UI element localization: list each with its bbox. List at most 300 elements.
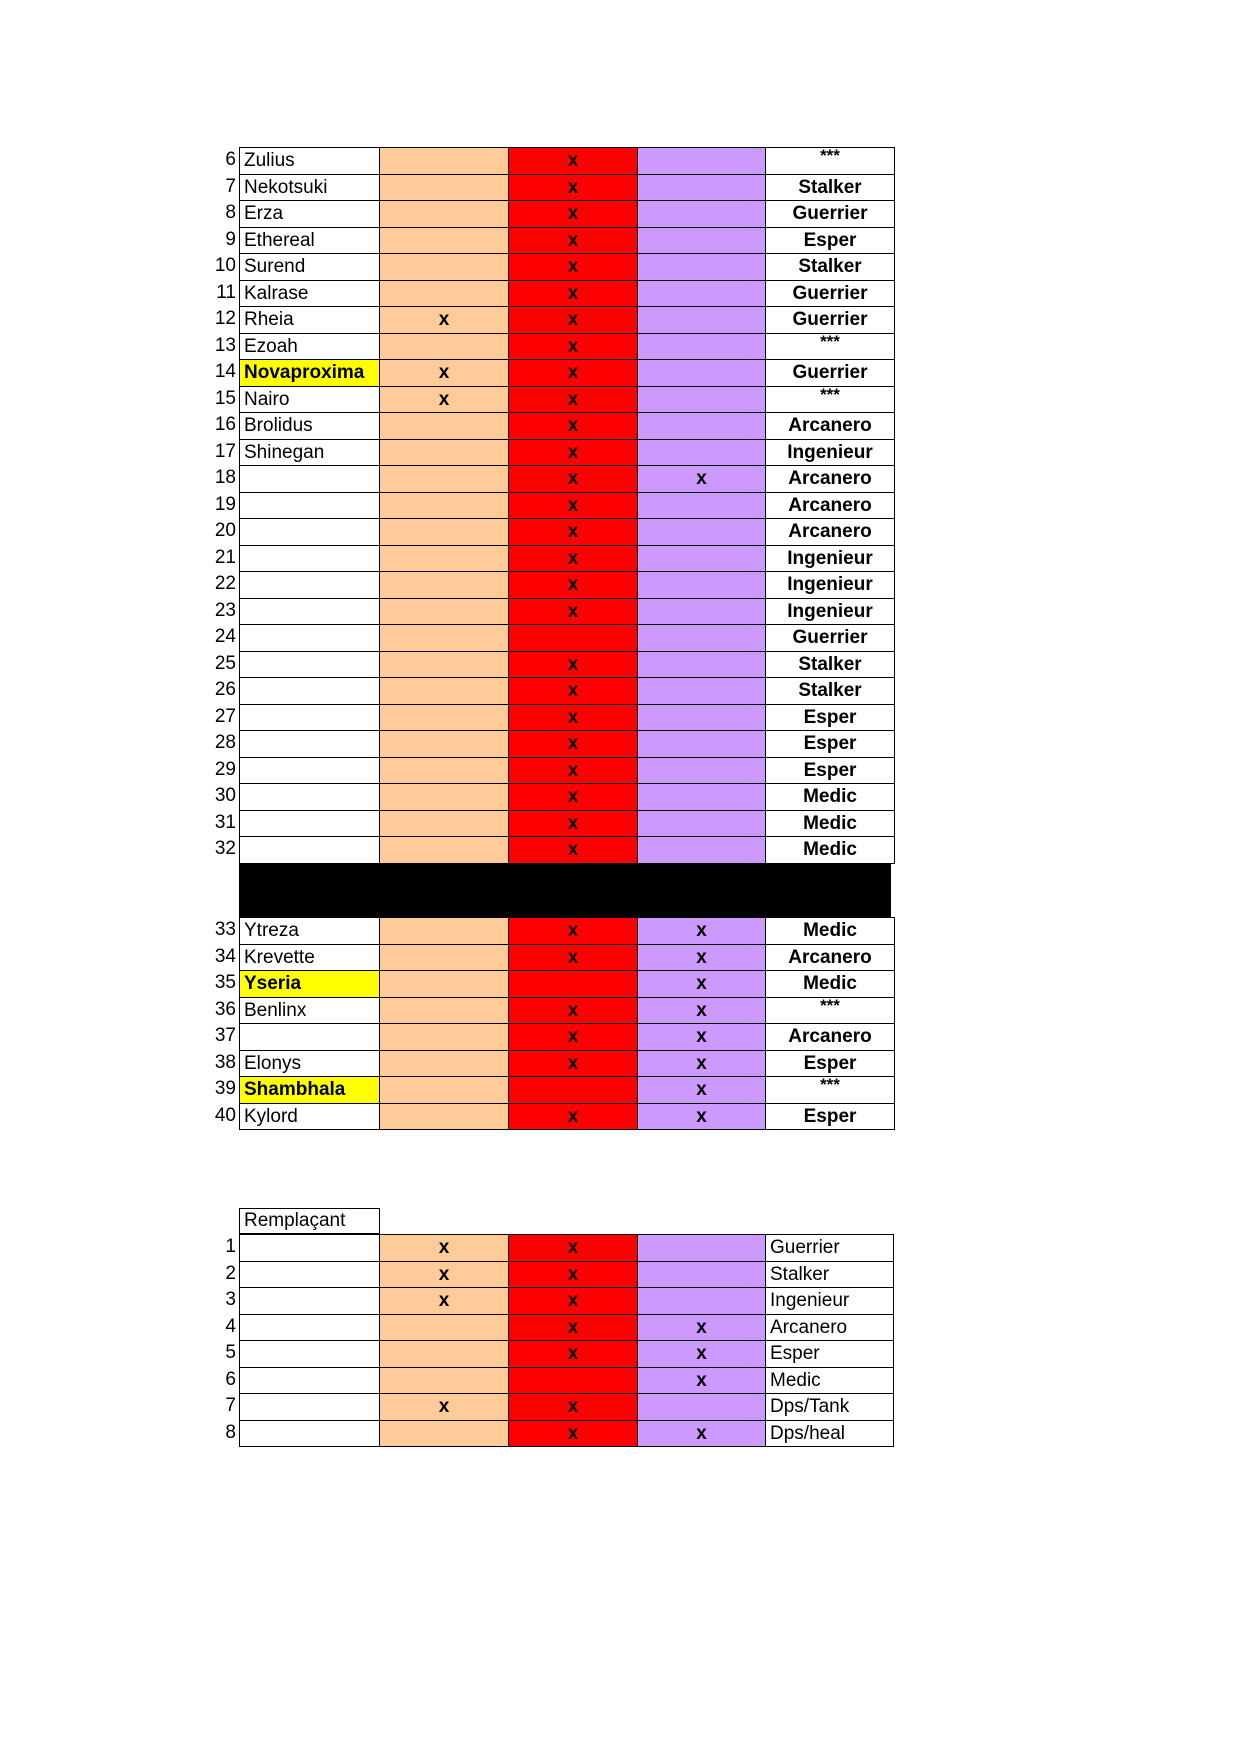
row-number: 38 [214, 1051, 236, 1073]
col-c-mark-cell[interactable] [638, 810, 766, 837]
table-row [240, 1024, 895, 1051]
col-b-mark-cell[interactable]: x [509, 492, 638, 519]
row-number: 12 [214, 308, 236, 329]
col-c-mark-cell[interactable]: x [638, 997, 766, 1024]
class-cell[interactable]: Ingenieur [766, 439, 895, 466]
col-c-mark-cell[interactable]: x [638, 971, 766, 998]
table-row [240, 254, 895, 281]
row-number: 17 [214, 440, 236, 462]
col-b-mark-cell[interactable]: x [509, 944, 638, 971]
class-cell[interactable]: Arcanero [766, 519, 895, 546]
class-cell[interactable]: Dps/Tank [766, 1394, 894, 1421]
class-cell[interactable]: Arcanero [766, 1314, 894, 1341]
player-name-cell[interactable]: Novaproxima [240, 360, 380, 387]
col-c-mark-cell[interactable] [638, 625, 766, 652]
player-name-cell[interactable] [240, 810, 380, 837]
player-name-cell[interactable]: Rheia [240, 307, 380, 334]
class-cell[interactable]: Esper [766, 1050, 895, 1077]
col-a-mark-cell[interactable] [380, 651, 509, 678]
player-name-cell[interactable] [240, 572, 380, 599]
col-a-mark-cell[interactable] [380, 1341, 509, 1368]
col-c-mark-cell[interactable] [638, 174, 766, 201]
col-c-mark-cell[interactable]: x [638, 944, 766, 971]
col-a-mark-cell[interactable] [380, 757, 509, 784]
col-b-mark-cell[interactable]: x [509, 1314, 638, 1341]
col-b-mark-cell[interactable]: x [509, 1024, 638, 1051]
row-number: 10 [214, 255, 236, 276]
player-name-cell[interactable]: Brolidus [240, 413, 380, 440]
table-row [240, 1314, 894, 1341]
player-name-cell[interactable]: Kylord [240, 1103, 380, 1130]
player-name-cell[interactable] [240, 1314, 380, 1341]
col-b-mark-cell[interactable]: x [509, 731, 638, 758]
col-b-mark-cell[interactable]: x [509, 254, 638, 281]
class-cell[interactable]: Medic [766, 810, 895, 837]
player-name-cell[interactable] [240, 466, 380, 493]
col-a-mark-cell[interactable] [380, 466, 509, 493]
player-name-cell[interactable]: Zulius [240, 148, 380, 175]
table-row [240, 944, 895, 971]
row-number: 11 [216, 281, 236, 303]
col-a-mark-cell[interactable] [380, 413, 509, 440]
player-name-cell[interactable] [240, 492, 380, 519]
player-name-cell[interactable] [240, 704, 380, 731]
row-number: 15 [214, 387, 236, 409]
row-number: 6 [225, 1368, 236, 1390]
table-row [240, 704, 895, 731]
col-a-mark-cell[interactable] [380, 519, 509, 546]
class-cell[interactable]: Esper [766, 227, 895, 254]
col-b-mark-cell[interactable]: x [509, 1261, 638, 1288]
class-cell[interactable]: Stalker [766, 651, 895, 678]
row-number: 24 [214, 626, 236, 647]
col-b-mark-cell[interactable]: x [509, 439, 638, 466]
player-name-cell[interactable]: Shinegan [240, 439, 380, 466]
class-cell[interactable]: Esper [766, 757, 895, 784]
col-a-mark-cell[interactable] [380, 492, 509, 519]
col-c-mark-cell[interactable] [638, 280, 766, 307]
class-cell[interactable]: Ingenieur [766, 545, 895, 572]
col-b-mark-cell[interactable]: x [509, 1341, 638, 1368]
row-number: 6 [225, 149, 236, 170]
col-a-mark-cell[interactable] [380, 148, 509, 175]
player-name-cell[interactable] [240, 678, 380, 705]
class-cell[interactable]: Guerrier [766, 201, 895, 228]
col-b-mark-cell[interactable] [509, 1367, 638, 1394]
col-c-mark-cell[interactable] [638, 837, 766, 864]
row-number: 32 [214, 838, 236, 859]
row-number: 9 [225, 228, 236, 250]
row-number: 1 [225, 1236, 236, 1257]
table-row [240, 174, 895, 201]
row-number: 29 [214, 758, 236, 780]
class-cell[interactable]: Guerrier [766, 360, 895, 387]
table-row [240, 784, 895, 811]
col-a-mark-cell[interactable] [380, 704, 509, 731]
class-cell[interactable]: Medic [766, 1367, 894, 1394]
player-name-cell[interactable] [240, 757, 380, 784]
col-a-mark-cell[interactable] [380, 784, 509, 811]
row-number: 21 [214, 546, 236, 568]
row-number: 7 [225, 175, 236, 197]
player-name-cell[interactable] [240, 519, 380, 546]
col-c-mark-cell[interactable] [638, 492, 766, 519]
row-number: 20 [214, 520, 236, 541]
class-cell[interactable]: Guerrier [766, 625, 895, 652]
table-row [240, 545, 895, 572]
class-cell[interactable]: *** [766, 333, 895, 360]
col-c-mark-cell[interactable] [638, 307, 766, 334]
col-c-mark-cell[interactable] [638, 333, 766, 360]
row-number: 8 [225, 202, 236, 223]
col-b-mark-cell[interactable]: x [509, 651, 638, 678]
row-number: 34 [214, 945, 236, 967]
second-roster-table [239, 917, 895, 1130]
col-c-mark-cell[interactable]: x [638, 1050, 766, 1077]
col-a-mark-cell[interactable] [380, 201, 509, 228]
player-name-cell[interactable]: Krevette [240, 944, 380, 971]
player-name-cell[interactable] [240, 1235, 380, 1262]
col-b-mark-cell[interactable]: x [509, 333, 638, 360]
player-name-cell[interactable] [240, 1024, 380, 1051]
col-b-mark-cell[interactable]: x [509, 545, 638, 572]
col-a-mark-cell[interactable]: x [380, 307, 509, 334]
col-a-mark-cell[interactable] [380, 625, 509, 652]
player-name-cell[interactable] [240, 545, 380, 572]
col-a-mark-cell[interactable] [380, 1024, 509, 1051]
col-a-mark-cell[interactable] [380, 997, 509, 1024]
col-b-mark-cell[interactable]: x [509, 227, 638, 254]
col-b-mark-cell[interactable]: x [509, 1394, 638, 1421]
col-b-mark-cell[interactable]: x [509, 1420, 638, 1447]
col-b-mark-cell[interactable]: x [509, 918, 638, 945]
table-row [240, 598, 895, 625]
row-number: 28 [214, 732, 236, 753]
col-b-mark-cell[interactable]: x [509, 413, 638, 440]
col-c-mark-cell[interactable] [638, 227, 766, 254]
col-b-mark-cell[interactable]: x [509, 572, 638, 599]
row-number: 31 [214, 811, 236, 833]
player-name-cell[interactable] [240, 784, 380, 811]
table-row [240, 1235, 894, 1262]
col-a-mark-cell[interactable] [380, 810, 509, 837]
row-number: 39 [214, 1078, 236, 1099]
table-row [240, 678, 895, 705]
col-a-mark-cell[interactable] [380, 227, 509, 254]
col-c-mark-cell[interactable] [638, 757, 766, 784]
class-cell[interactable]: Medic [766, 918, 895, 945]
table-row [240, 1261, 894, 1288]
table-row [240, 360, 895, 387]
row-number: 3 [225, 1289, 236, 1310]
table-row [240, 466, 895, 493]
table-row [240, 1077, 895, 1104]
player-name-cell[interactable]: Benlinx [240, 997, 380, 1024]
col-a-mark-cell[interactable] [380, 439, 509, 466]
col-c-mark-cell[interactable]: x [638, 1314, 766, 1341]
class-cell[interactable]: Esper [766, 731, 895, 758]
class-cell[interactable]: Arcanero [766, 1024, 895, 1051]
row-number: 5 [225, 1342, 236, 1363]
col-c-mark-cell[interactable] [638, 1394, 766, 1421]
col-b-mark-cell[interactable] [509, 971, 638, 998]
row-number: 4 [225, 1315, 236, 1337]
player-name-cell[interactable]: Ytreza [240, 918, 380, 945]
col-c-mark-cell[interactable] [638, 201, 766, 228]
main-roster-table [239, 147, 895, 864]
row-number: 14 [214, 361, 236, 382]
class-cell[interactable]: Esper [766, 704, 895, 731]
row-number: 33 [214, 919, 236, 940]
col-a-mark-cell[interactable] [380, 678, 509, 705]
table-row [240, 810, 895, 837]
class-cell[interactable]: Arcanero [766, 944, 895, 971]
col-b-mark-cell[interactable]: x [509, 598, 638, 625]
table-row [240, 1288, 894, 1315]
table-row [240, 386, 895, 413]
player-name-cell[interactable]: Ethereal [240, 227, 380, 254]
table-row [240, 1367, 894, 1394]
row-number: 19 [214, 493, 236, 515]
col-a-mark-cell[interactable] [380, 254, 509, 281]
player-name-cell[interactable]: Shambhala [240, 1077, 380, 1104]
row-number: 35 [214, 972, 236, 993]
player-name-cell[interactable]: Nekotsuki [240, 174, 380, 201]
col-a-mark-cell[interactable] [380, 1420, 509, 1447]
table-row [240, 572, 895, 599]
col-a-mark-cell[interactable] [380, 572, 509, 599]
class-cell[interactable]: Stalker [766, 1261, 894, 1288]
player-name-cell[interactable] [240, 731, 380, 758]
col-c-mark-cell[interactable]: x [638, 918, 766, 945]
col-c-mark-cell[interactable] [638, 386, 766, 413]
col-c-mark-cell[interactable]: x [638, 1077, 766, 1104]
table-row [240, 1103, 895, 1130]
row-number: 8 [225, 1421, 236, 1443]
col-c-mark-cell[interactable]: x [638, 1341, 766, 1368]
player-name-cell[interactable] [240, 651, 380, 678]
table-row [240, 997, 895, 1024]
col-a-mark-cell[interactable] [380, 731, 509, 758]
row-number: 30 [214, 785, 236, 806]
table-row [240, 148, 895, 175]
col-a-mark-cell[interactable] [380, 944, 509, 971]
col-b-mark-cell[interactable]: x [509, 466, 638, 493]
col-c-mark-cell[interactable] [638, 439, 766, 466]
col-c-mark-cell[interactable] [638, 1288, 766, 1315]
class-cell[interactable]: Ingenieur [766, 572, 895, 599]
col-a-mark-cell[interactable] [380, 918, 509, 945]
col-c-mark-cell[interactable] [638, 678, 766, 705]
col-b-mark-cell[interactable]: x [509, 757, 638, 784]
col-b-mark-cell[interactable] [509, 625, 638, 652]
col-b-mark-cell[interactable]: x [509, 837, 638, 864]
col-a-mark-cell[interactable] [380, 971, 509, 998]
class-cell[interactable]: Esper [766, 1341, 894, 1368]
col-a-mark-cell[interactable] [380, 1367, 509, 1394]
col-c-mark-cell[interactable] [638, 360, 766, 387]
table-row [240, 1050, 895, 1077]
class-cell[interactable]: Dps/heal [766, 1420, 894, 1447]
col-a-mark-cell[interactable]: x [380, 1394, 509, 1421]
row-number: 36 [214, 998, 236, 1020]
col-c-mark-cell[interactable]: x [638, 466, 766, 493]
col-c-mark-cell[interactable]: x [638, 1103, 766, 1130]
col-b-mark-cell[interactable]: x [509, 386, 638, 413]
col-b-mark-cell[interactable]: x [509, 148, 638, 175]
class-cell[interactable]: Guerrier [766, 1235, 894, 1262]
col-a-mark-cell[interactable] [380, 174, 509, 201]
col-a-mark-cell[interactable]: x [380, 360, 509, 387]
class-cell[interactable]: Guerrier [766, 280, 895, 307]
col-a-mark-cell[interactable]: x [380, 386, 509, 413]
player-name-cell[interactable] [240, 1394, 380, 1421]
col-b-mark-cell[interactable]: x [509, 810, 638, 837]
class-cell[interactable]: Ingenieur [766, 1288, 894, 1315]
player-name-cell[interactable] [240, 1261, 380, 1288]
player-name-cell[interactable] [240, 1288, 380, 1315]
row-number: 40 [214, 1104, 236, 1126]
col-c-mark-cell[interactable] [638, 148, 766, 175]
row-number: 27 [214, 705, 236, 727]
col-a-mark-cell[interactable] [380, 837, 509, 864]
class-cell[interactable]: Medic [766, 971, 895, 998]
col-c-mark-cell[interactable] [638, 784, 766, 811]
col-b-mark-cell[interactable]: x [509, 201, 638, 228]
col-c-mark-cell[interactable] [638, 413, 766, 440]
col-b-mark-cell[interactable]: x [509, 280, 638, 307]
col-a-mark-cell[interactable] [380, 1314, 509, 1341]
col-b-mark-cell[interactable]: x [509, 360, 638, 387]
col-c-mark-cell[interactable] [638, 598, 766, 625]
col-a-mark-cell[interactable]: x [380, 1288, 509, 1315]
table-row [240, 837, 895, 864]
player-name-cell[interactable]: Erza [240, 201, 380, 228]
col-c-mark-cell[interactable]: x [638, 1420, 766, 1447]
col-c-mark-cell[interactable] [638, 1261, 766, 1288]
col-b-mark-cell[interactable]: x [509, 1050, 638, 1077]
col-c-mark-cell[interactable]: x [638, 1367, 766, 1394]
row-number: 37 [214, 1025, 236, 1046]
class-cell[interactable]: Stalker [766, 678, 895, 705]
col-b-mark-cell[interactable]: x [509, 307, 638, 334]
class-cell[interactable]: Arcanero [766, 492, 895, 519]
player-name-cell[interactable]: Kalrase [240, 280, 380, 307]
player-name-cell[interactable] [240, 837, 380, 864]
class-cell[interactable]: *** [766, 148, 895, 175]
col-b-mark-cell[interactable]: x [509, 519, 638, 546]
col-b-mark-cell[interactable]: x [509, 704, 638, 731]
player-name-cell[interactable]: Elonys [240, 1050, 380, 1077]
col-a-mark-cell[interactable] [380, 1077, 509, 1104]
class-cell[interactable]: *** [766, 386, 895, 413]
substitutes-header: Remplaçant [239, 1208, 380, 1234]
row-number: 26 [214, 679, 236, 700]
col-c-mark-cell[interactable] [638, 545, 766, 572]
table-row [240, 651, 895, 678]
col-c-mark-cell[interactable] [638, 519, 766, 546]
col-c-mark-cell[interactable] [638, 651, 766, 678]
col-c-mark-cell[interactable] [638, 731, 766, 758]
row-number: 18 [214, 467, 236, 488]
class-cell[interactable]: Arcanero [766, 413, 895, 440]
class-cell[interactable]: Ingenieur [766, 598, 895, 625]
row-number: 13 [214, 334, 236, 356]
col-b-mark-cell[interactable]: x [509, 1235, 638, 1262]
col-b-mark-cell[interactable]: x [509, 997, 638, 1024]
table-row [240, 625, 895, 652]
class-cell[interactable]: Guerrier [766, 307, 895, 334]
col-b-mark-cell[interactable]: x [509, 1103, 638, 1130]
col-b-mark-cell[interactable]: x [509, 678, 638, 705]
table-row [240, 519, 895, 546]
col-b-mark-cell[interactable]: x [509, 1288, 638, 1315]
col-b-mark-cell[interactable]: x [509, 174, 638, 201]
player-name-cell[interactable] [240, 1420, 380, 1447]
class-cell[interactable]: Medic [766, 784, 895, 811]
player-name-cell[interactable]: Yseria [240, 971, 380, 998]
table-row [240, 731, 895, 758]
player-name-cell[interactable] [240, 1341, 380, 1368]
col-c-mark-cell[interactable] [638, 704, 766, 731]
class-cell[interactable]: Medic [766, 837, 895, 864]
col-c-mark-cell[interactable]: x [638, 1024, 766, 1051]
col-c-mark-cell[interactable] [638, 1235, 766, 1262]
col-a-mark-cell[interactable] [380, 280, 509, 307]
table-row [240, 280, 895, 307]
row-number: 2 [225, 1262, 236, 1284]
table-row [240, 757, 895, 784]
col-a-mark-cell[interactable]: x [380, 1261, 509, 1288]
class-cell[interactable]: *** [766, 997, 895, 1024]
col-a-mark-cell[interactable] [380, 1050, 509, 1077]
class-cell[interactable]: Arcanero [766, 466, 895, 493]
player-name-cell[interactable] [240, 598, 380, 625]
col-a-mark-cell[interactable] [380, 1103, 509, 1130]
substitutes-table [239, 1234, 894, 1447]
player-name-cell[interactable]: Ezoah [240, 333, 380, 360]
row-number: 7 [225, 1395, 236, 1416]
table-row [240, 227, 895, 254]
col-b-mark-cell[interactable]: x [509, 784, 638, 811]
col-b-mark-cell[interactable] [509, 1077, 638, 1104]
table-row [240, 413, 895, 440]
table-row [240, 1341, 894, 1368]
table-row [240, 971, 895, 998]
table-row [240, 333, 895, 360]
row-number: 16 [214, 414, 236, 435]
table-row [240, 307, 895, 334]
player-name-cell[interactable]: Surend [240, 254, 380, 281]
player-name-cell[interactable] [240, 1367, 380, 1394]
class-cell[interactable]: Esper [766, 1103, 895, 1130]
class-cell[interactable]: Stalker [766, 174, 895, 201]
col-c-mark-cell[interactable] [638, 572, 766, 599]
table-row [240, 1420, 894, 1447]
table-row [240, 918, 895, 945]
player-name-cell[interactable] [240, 625, 380, 652]
class-cell[interactable]: *** [766, 1077, 895, 1104]
col-a-mark-cell[interactable]: x [380, 1235, 509, 1262]
table-row [240, 439, 895, 466]
col-a-mark-cell[interactable] [380, 333, 509, 360]
player-name-cell[interactable]: Nairo [240, 386, 380, 413]
col-a-mark-cell[interactable] [380, 598, 509, 625]
separator-band [239, 863, 891, 917]
col-c-mark-cell[interactable] [638, 254, 766, 281]
col-a-mark-cell[interactable] [380, 545, 509, 572]
class-cell[interactable]: Stalker [766, 254, 895, 281]
